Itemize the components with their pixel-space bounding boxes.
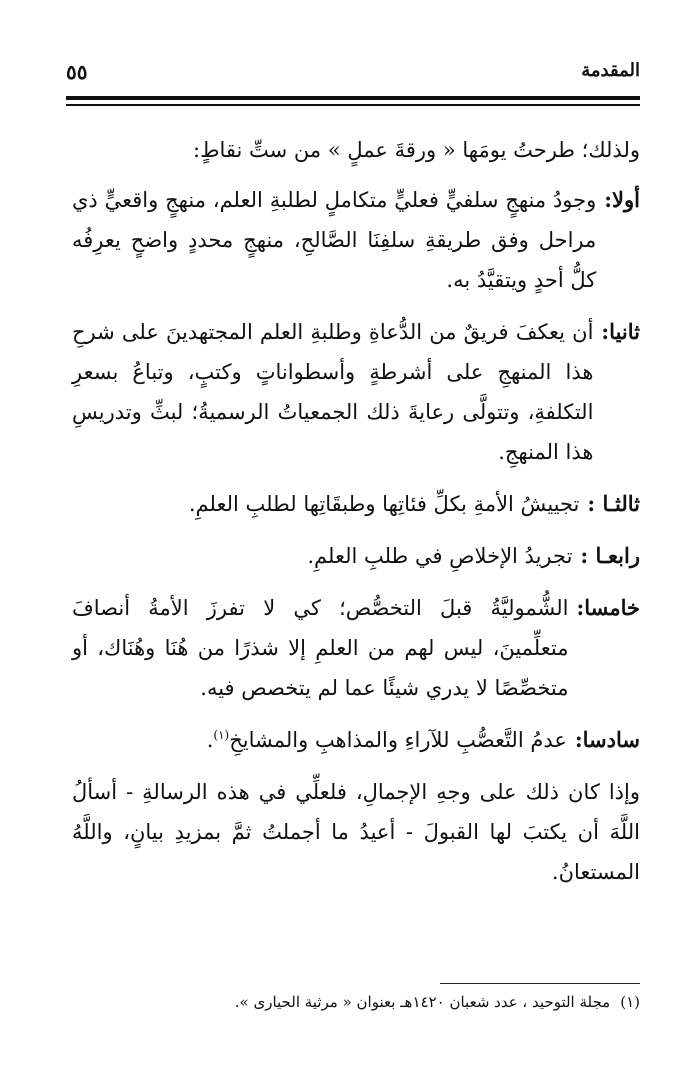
footnote-marker: (١) [620, 993, 640, 1011]
point-label: رابعـا : [580, 543, 640, 568]
intro-paragraph: ولذلك؛ طرحتُ يومَها « ورقةَ عملٍ » من ستِّ نقاطٍ: [193, 138, 640, 162]
point-suffix: . [206, 728, 214, 752]
point-2 [72, 312, 640, 472]
closing-paragraph: وإذا كان ذلك على وجهِ الإجمالِ، فلعلِّي في هذه الرسالةِ - أسألُ اللَّهَ أن يكتبَ لها القبولَ - أعيدُ ما أجملتُ ثمَّ بمزيدِ بيانٍ، واللَّهُ المستعانُ. [72, 780, 640, 884]
point-text: تجريدُ الإخلاصِ في طلبِ العلمِ. [307, 544, 573, 568]
point-4 [72, 536, 640, 576]
header-rule-thin [66, 104, 640, 106]
point-label: أولا: [604, 187, 640, 212]
footnote-rule [440, 983, 640, 984]
point-3 [72, 484, 640, 524]
page-header [66, 58, 640, 94]
point-text: عدمُ التَّعصُّبِ للآراءِ والمذاهبِ والمشايخِ [229, 728, 567, 752]
point-text-wrap [72, 720, 567, 760]
point-label: ثانيا: [601, 319, 640, 344]
point-label: ثالثـا : [587, 491, 640, 516]
point-5 [72, 588, 640, 708]
main-text [72, 130, 640, 902]
point-1 [72, 180, 640, 300]
page-number: ٥٥ [66, 60, 88, 84]
footnote [60, 990, 640, 1014]
point-label: خامسا: [576, 595, 640, 620]
point-text: وجودُ منهجٍ سلفيٍّ فعليٍّ متكاملٍ لطلبةِ العلم، منهجٍ واقعيٍّ ذي مراحل وفق طريقةِ سلفِنَا الصَّالحِ، منهجٍ محددٍ واضحٍ يعرِفُه كلُّ أحدٍ ويتقيَّدُ به. [72, 188, 597, 292]
footnote-text: مجلة التوحيد ، عدد شعبان ١٤٢٠هـ بعنوان « مرثية الحيارى ». [234, 993, 611, 1011]
point-text: الشُّموليَّةُ قبلَ التخصُّص؛ كي لا تفرزَ الأمةُ أنصافَ متعلِّمينَ، ليس لهم من العلمِ إلا شذرًا من هُنَا وهُنَاك، أو متخصِّصًا لا يدري شيئًا عما لم يتخصص فيه. [72, 596, 569, 700]
header-rule-thick [66, 96, 640, 100]
point-label: سادسا: [574, 727, 640, 752]
chapter-title: المقدمة [581, 60, 640, 81]
point-6 [72, 720, 640, 760]
point-text: أن يعكفَ فريقٌ من الدُّعاةِ وطلبةِ العلم المجتهدينَ على شرحِ هذا المنهجِ على أشرطةٍ وأسطواناتٍ وكتبٍ، وتباعُ بسعرِ التكلفةِ، وتتولَّى رعايةَ ذلك الجمعياتُ الرسميةُ؛ لبثِّ وتدريسِ هذا المنهجِ. [72, 320, 594, 464]
point-text: تجييشُ الأمةِ بكلِّ فئاتِها وطبقَاتِها لطلبِ العلمِ. [188, 492, 580, 516]
footnote-reference[interactable]: (١) [213, 728, 230, 742]
